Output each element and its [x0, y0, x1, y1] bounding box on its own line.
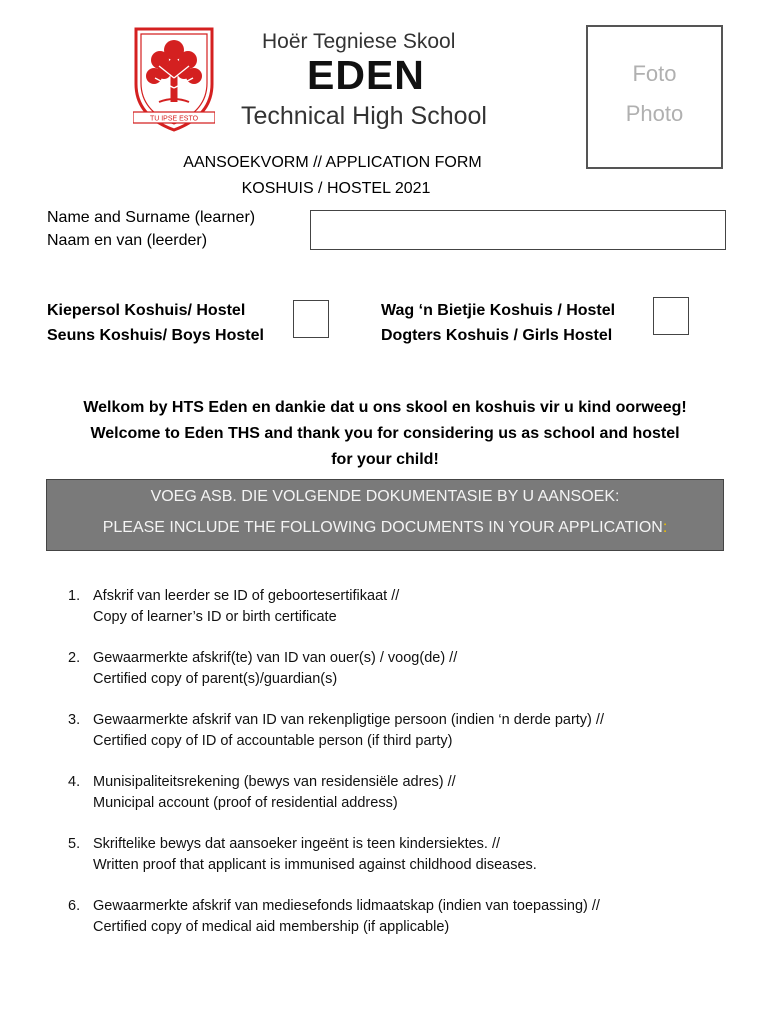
list-item-afrikaans: Gewaarmerkte afskrif van ID van rekenpligtige persoon (indien ‘n derde party) // [93, 712, 604, 728]
welcome-line-afrikaans: Welkom by HTS Eden en dankie dat u ons skool en koshuis vir u kind oorweeg! [83, 399, 687, 416]
boys-hostel-checkbox[interactable] [293, 300, 329, 338]
list-item-afrikaans: Skriftelike bewys dat aansoeker ingeënt is teen kindersiektes. // [93, 836, 501, 852]
list-item-number: 4. [68, 774, 81, 790]
list-item-number: 5. [68, 836, 81, 852]
banner-line-english-text: PLEASE INCLUDE THE FOLLOWING DOCUMENTS IN YOUR APPLICATION [102, 519, 663, 536]
welcome-message [40, 395, 730, 473]
name-label-english: Name and Surname (learner) [47, 209, 256, 226]
list-item-number: 1. [68, 588, 81, 604]
boys-hostel-name: Kiepersol Koshuis/ Hostel [47, 302, 246, 319]
learner-name-input[interactable] [310, 210, 726, 250]
list-item-english: Certified copy of ID of accountable person (if third party) [93, 733, 453, 749]
list-item-english: Copy of learner’s ID or birth certificate [93, 609, 337, 625]
boys-hostel-description: Seuns Koshuis/ Boys Hostel [47, 327, 264, 344]
list-item-number: 3. [68, 712, 81, 728]
list-item [68, 586, 728, 628]
girls-hostel-name: Wag ‘n Bietjie Koshuis / Hostel [381, 302, 616, 319]
required-documents-list [68, 586, 728, 958]
form-title: AANSOEKVORM // APPLICATION FORM [183, 154, 482, 171]
list-item-afrikaans: Munisipaliteitsrekening (bewys van residensiële adres) // [93, 774, 456, 790]
name-label-afrikaans: Naam en van (leerder) [47, 232, 208, 249]
list-item [68, 710, 728, 752]
form-subtitle: KOSHUIS / HOSTEL 2021 [241, 180, 431, 197]
list-item-english: Municipal account (proof of residential address) [93, 795, 398, 811]
list-item [68, 648, 728, 690]
banner-line-english [47, 519, 723, 537]
school-name-english: Technical High School [241, 102, 487, 130]
list-item-number: 2. [68, 650, 81, 666]
list-item-english: Written proof that applicant is immunised against childhood diseases. [93, 857, 537, 873]
girls-hostel-checkbox[interactable] [653, 297, 689, 335]
list-item-english: Certified copy of medical aid membership (if applicable) [93, 919, 450, 935]
welcome-line-english-cont: for your child! [331, 451, 439, 468]
photo-placeholder-box[interactable] [586, 25, 723, 169]
list-item-english: Certified copy of parent(s)/guardian(s) [93, 671, 338, 687]
welcome-line-english: Welcome to Eden THS and thank you for considering us as school and hostel [90, 425, 680, 442]
documents-banner [46, 479, 724, 551]
school-name-afrikaans: Hoër Tegniese Skool [262, 30, 456, 53]
list-item-number: 6. [68, 898, 81, 914]
girls-hostel-label [381, 298, 615, 348]
school-crest-logo [133, 26, 215, 132]
list-item-afrikaans: Gewaarmerkte afskrif(te) van ID van ouer(s) / voog(de) // [93, 650, 458, 666]
boys-hostel-label [47, 298, 264, 348]
crest-motto: TU IPSE ESTO [149, 115, 199, 123]
list-item [68, 896, 728, 938]
banner-colon: : [662, 519, 668, 536]
school-name-main: EDEN [307, 52, 425, 98]
list-item-afrikaans: Afskrif van leerder se ID of geboortesertifikaat // [93, 588, 400, 604]
list-item-afrikaans: Gewaarmerkte afskrif van mediesefonds lidmaatskap (indien van toepassing) // [93, 898, 600, 914]
name-field-label [47, 206, 255, 252]
banner-line-afrikaans: VOEG ASB. DIE VOLGENDE DOKUMENTASIE BY U AANSOEK: [150, 488, 620, 505]
list-item [68, 834, 728, 876]
girls-hostel-description: Dogters Koshuis / Girls Hostel [381, 327, 613, 344]
list-item [68, 772, 728, 814]
photo-label-english: Photo [625, 101, 684, 126]
photo-label-afrikaans: Foto [632, 61, 677, 86]
